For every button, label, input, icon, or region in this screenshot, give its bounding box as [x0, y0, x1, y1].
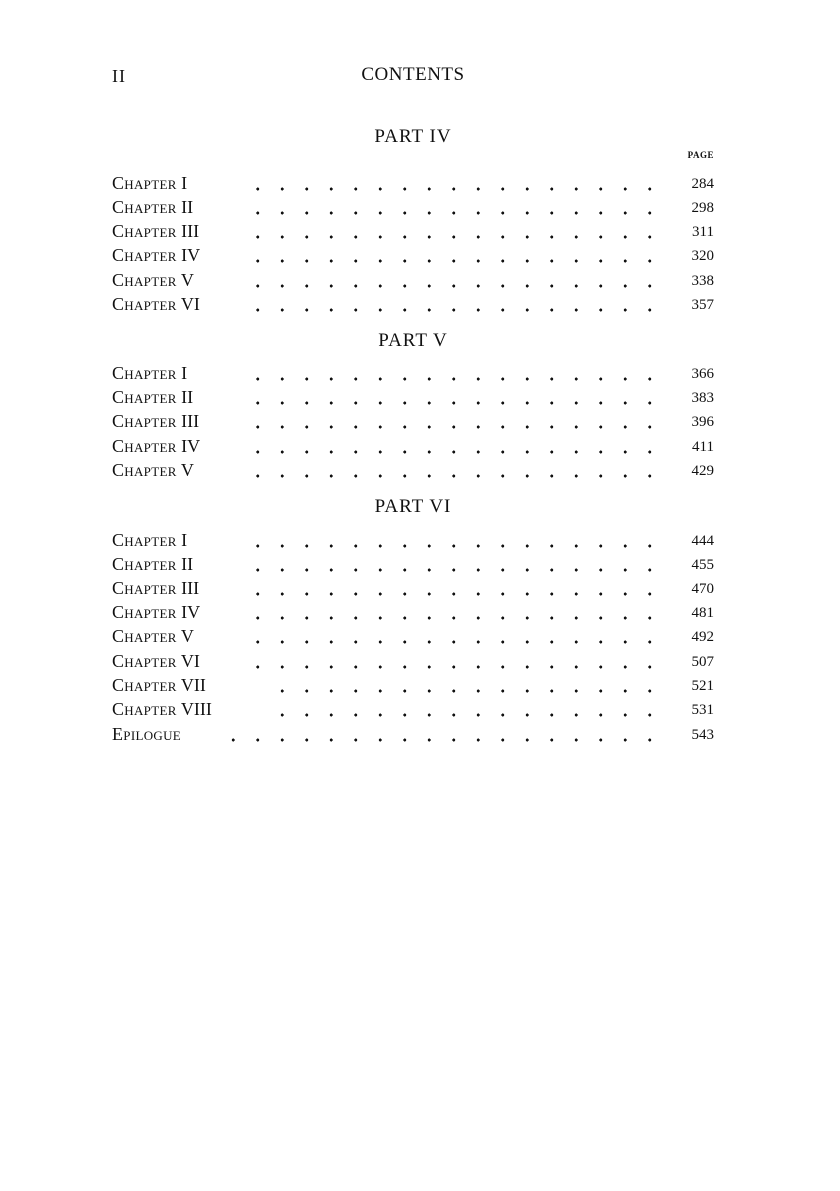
toc-entry [112, 458, 714, 482]
entry-numeral: III [181, 578, 200, 598]
dot-leader [240, 171, 662, 195]
dot-leader [240, 434, 662, 458]
entry-numeral: II [181, 554, 194, 574]
entry-label: Chapter [112, 554, 177, 574]
toc-entry [112, 385, 714, 409]
entry-page-number: 429 [691, 463, 714, 479]
dot-leader [240, 195, 662, 219]
dot-leader [240, 385, 662, 409]
dot-leader [240, 649, 662, 673]
entry-page-number: 455 [691, 557, 714, 573]
entry-numeral: VI [180, 651, 200, 671]
dot-leader [240, 292, 662, 316]
toc-entry [112, 361, 714, 385]
entry-label: Chapter [112, 270, 177, 290]
entry-numeral: VIII [180, 699, 212, 719]
entry-label: Chapter [112, 530, 177, 550]
entry-page-number: 366 [691, 366, 714, 382]
entry-label: Chapter [112, 221, 177, 241]
entry-label: Chapter [112, 387, 177, 407]
entry-label: Chapter [112, 626, 177, 646]
entry-label: Chapter [112, 675, 177, 695]
toc-entry [112, 434, 714, 458]
toc-entry [112, 600, 714, 624]
entry-numeral: V [180, 460, 194, 480]
entry-numeral: II [181, 197, 194, 217]
entry-label: Chapter [112, 197, 177, 217]
toc-entry [112, 552, 714, 576]
running-title: CONTENTS [361, 64, 465, 85]
toc-entry [112, 624, 714, 648]
entry-numeral: IV [181, 436, 201, 456]
entry-page-number: 411 [692, 439, 714, 455]
dot-leader [216, 722, 662, 746]
dot-leader [240, 528, 662, 552]
toc-entry [112, 576, 714, 600]
toc-entry [112, 268, 714, 292]
toc-entry [112, 292, 714, 316]
entry-label: Epilogue [112, 724, 182, 744]
entry-label: Chapter [112, 245, 177, 265]
toc-entry [112, 219, 714, 243]
dot-leader [262, 697, 662, 721]
dot-leader [240, 600, 662, 624]
entry-page-number: 521 [691, 678, 714, 694]
entry-numeral: V [180, 626, 194, 646]
dot-leader [240, 624, 662, 648]
entry-page-number: 396 [691, 414, 714, 430]
dot-leader [240, 458, 662, 482]
entry-page-number: 284 [691, 176, 714, 192]
entry-page-number: 320 [691, 248, 714, 264]
entry-page-number: 543 [691, 727, 714, 743]
entry-label: Chapter [112, 363, 177, 383]
dot-leader [262, 673, 662, 697]
page-number: II [112, 66, 126, 86]
entry-numeral: IV [181, 602, 201, 622]
entry-label: Chapter [112, 173, 177, 193]
dot-leader [240, 219, 662, 243]
entry-page-number: 298 [691, 200, 714, 216]
toc-entry [112, 697, 714, 721]
entry-numeral: I [181, 530, 188, 550]
entry-page-number: 470 [691, 581, 714, 597]
entry-label: Chapter [112, 578, 177, 598]
entry-label: Chapter [112, 699, 177, 719]
dot-leader [240, 409, 662, 433]
toc-entry [112, 171, 714, 195]
entry-label: Chapter [112, 436, 177, 456]
dot-leader [240, 576, 662, 600]
entry-numeral: III [181, 221, 200, 241]
entry-page-number: 383 [691, 390, 714, 406]
entry-page-number: 338 [691, 273, 714, 289]
entry-label: Chapter [112, 651, 177, 671]
entry-page-number: 531 [691, 702, 714, 718]
part-heading: PART IV [374, 126, 452, 147]
dot-leader [240, 361, 662, 385]
toc-entry [112, 195, 714, 219]
part-heading: PART V [378, 330, 448, 351]
entry-numeral: II [181, 387, 194, 407]
dot-leader [240, 243, 662, 267]
toc-entry [112, 409, 714, 433]
entry-numeral: III [181, 411, 200, 431]
toc-entry [112, 528, 714, 552]
entry-label: Chapter [112, 411, 177, 431]
entry-label: Chapter [112, 602, 177, 622]
toc-entry [112, 243, 714, 267]
entry-page-number: 492 [691, 629, 714, 645]
part-heading: PART VI [374, 496, 452, 517]
toc-entry [112, 649, 714, 673]
page-column-label: PAGE [687, 150, 714, 160]
entry-page-number: 357 [691, 297, 714, 313]
dot-leader [240, 268, 662, 292]
entry-page-number: 311 [692, 224, 714, 240]
entry-page-number: 481 [691, 605, 714, 621]
dot-leader [240, 552, 662, 576]
entry-numeral: I [181, 173, 188, 193]
entry-label: Chapter [112, 294, 177, 314]
entry-numeral: IV [181, 245, 201, 265]
entry-numeral: I [181, 363, 188, 383]
entry-page-number: 444 [691, 533, 714, 549]
entry-label: Chapter [112, 460, 177, 480]
entry-numeral: VII [180, 675, 206, 695]
entry-page-number: 507 [691, 654, 714, 670]
entry-numeral: VI [180, 294, 200, 314]
toc-entry [112, 673, 714, 697]
entry-numeral: V [180, 270, 194, 290]
toc-entry [112, 722, 714, 746]
